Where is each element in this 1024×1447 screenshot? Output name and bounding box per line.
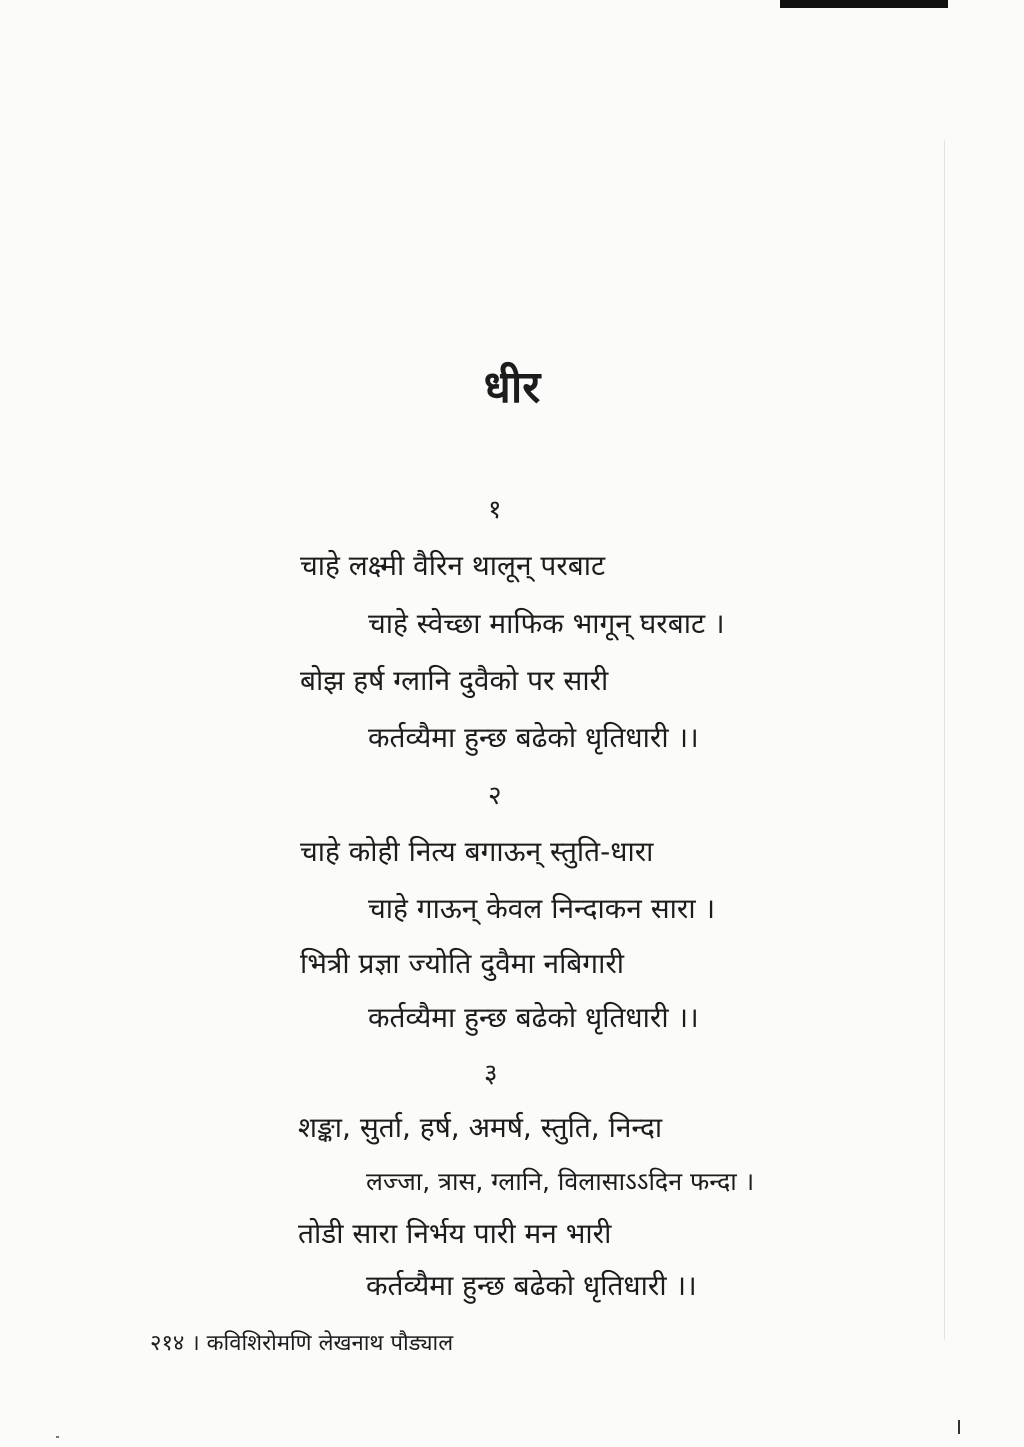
stanza-1-line-2: चाहे स्वेच्छा माफिक भागून् घरबाट । [368, 607, 725, 640]
stanza-1-line-3: बोझ हर्ष ग्लानि दुवैको पर सारी [300, 664, 609, 697]
stanza-2-line-3: भित्री प्रज्ञा ज्योति दुवैमा नबिगारी [300, 947, 625, 980]
page-footer: २१४ । कविशिरोमणि लेखनाथ पौड्याल [150, 1331, 454, 1356]
stanza-3-line-3: तोडी सारा निर्भय पारी मन भारी [298, 1217, 612, 1250]
scan-speck [958, 1420, 960, 1434]
poem-title: धीर [483, 362, 541, 413]
stanza-1-line-1: चाहे लक्ष्मी वैरिन थालून् परबाट [300, 549, 606, 582]
stanza-2-line-1: चाहे कोही नित्य बगाऊन् स्तुति-धारा [300, 835, 654, 868]
page-edge-shadow [944, 140, 945, 1340]
stanza-2-line-2: चाहे गाऊन् केवल निन्दाकन सारा । [368, 892, 716, 925]
stanza-3-line-4: कर्तव्यैमा हुन्छ बढेको धृतिधारी ।। [366, 1269, 697, 1302]
stanza-2-line-4: कर्तव्यैमा हुन्छ बढेको धृतिधारी ।। [368, 1001, 699, 1034]
stanza-1-line-4: कर्तव्यैमा हुन्छ बढेको धृतिधारी ।। [368, 721, 699, 754]
stanza-3-line-1: शङ्का, सुर्ता, हर्ष, अमर्ष, स्तुति, निन्दा [298, 1111, 663, 1144]
stanza-number-1: १ [488, 495, 502, 525]
stanza-number-2: २ [488, 781, 502, 811]
top-edge-bar [780, 0, 948, 8]
scan-speck [56, 1436, 59, 1438]
stanza-number-3: ३ [484, 1059, 498, 1089]
stanza-3-line-2: लज्जा, त्रास, ग्लानि, विलासाऽऽदिन फन्दा । [366, 1167, 755, 1196]
